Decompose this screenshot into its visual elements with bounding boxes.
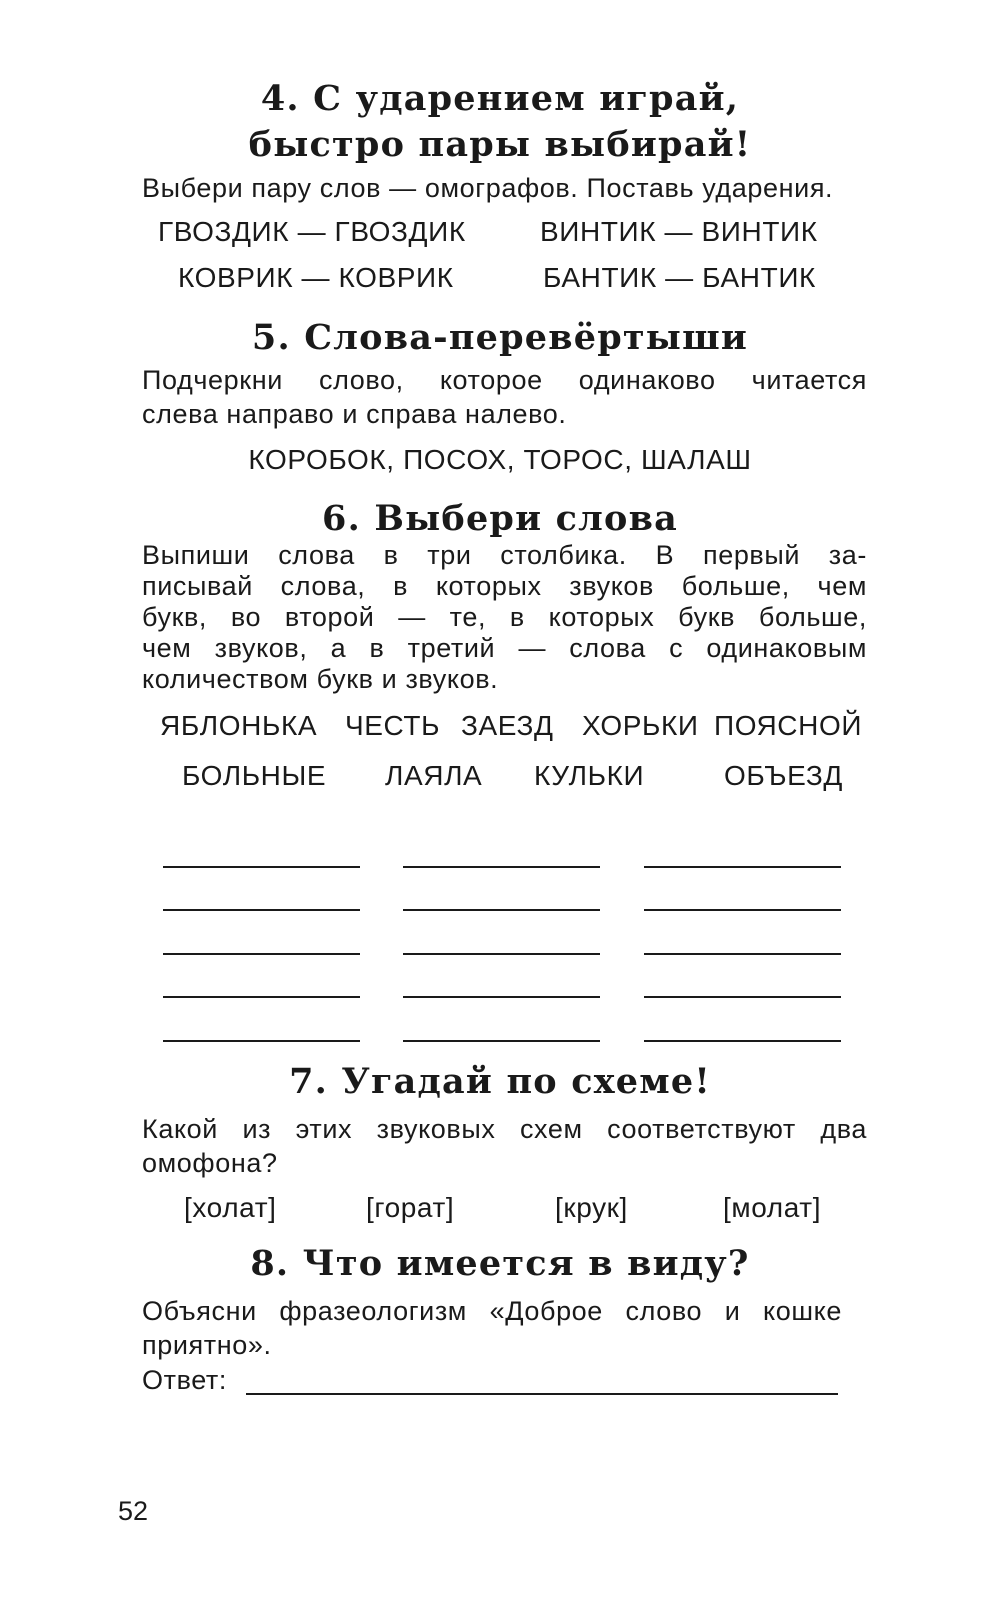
task4-pair: ГВОЗДИК — ГВОЗДИК bbox=[158, 216, 466, 247]
page-number: 52 bbox=[118, 1496, 149, 1526]
task6-word: БОЛЬНЫЕ bbox=[182, 760, 327, 791]
task4-pair: КОВРИК — КОВРИК bbox=[178, 262, 454, 293]
task6-word: ЯБЛОНЬКА bbox=[160, 710, 318, 741]
task8-title: 8. Что имеется в виду? bbox=[250, 1243, 750, 1284]
task6-instruction-line5: количеством букв и звуков. bbox=[142, 664, 499, 694]
answer-line[interactable] bbox=[163, 909, 360, 911]
task7-scheme: [молат] bbox=[723, 1192, 822, 1223]
task7-title: 7. Угадай по схеме! bbox=[289, 1061, 711, 1102]
task6-instruction-line2: писывай слова, в которых звуков больше, чем bbox=[142, 571, 867, 601]
task6-instruction-line3: букв, во второй — те, в которых букв больше, bbox=[142, 602, 867, 632]
task6-word: ЗАЕЗД bbox=[461, 710, 554, 741]
task4-pair: ВИНТИК — ВИНТИК bbox=[540, 216, 818, 247]
task6-word: КУЛЬКИ bbox=[534, 760, 645, 791]
answer-line[interactable] bbox=[403, 996, 600, 998]
task6-word: ЛАЯЛА bbox=[385, 760, 483, 791]
task8-instruction-line2: приятно». bbox=[142, 1330, 272, 1360]
task7-scheme: [холат] bbox=[184, 1192, 277, 1223]
answer-line[interactable] bbox=[163, 953, 360, 955]
answer-line[interactable] bbox=[644, 909, 841, 911]
task4-instruction: Выбери пару слов — омографов. Поставь ударения. bbox=[142, 173, 834, 203]
answer-line[interactable] bbox=[163, 1040, 360, 1042]
task8-answer-label: Ответ: bbox=[142, 1365, 227, 1395]
task4-title-line1: 4. С ударением играй, bbox=[260, 78, 740, 119]
answer-line[interactable] bbox=[163, 866, 360, 868]
answer-line[interactable] bbox=[644, 953, 841, 955]
task6-title: 6. Выбери слова bbox=[322, 498, 678, 539]
task4-pair: БАНТИК — БАНТИК bbox=[543, 262, 816, 293]
answer-line[interactable] bbox=[403, 909, 600, 911]
task6-word: ЧЕСТЬ bbox=[345, 710, 441, 741]
answer-line[interactable] bbox=[403, 953, 600, 955]
task7-scheme: [крук] bbox=[555, 1192, 628, 1223]
task8-answer-line[interactable] bbox=[246, 1393, 838, 1395]
task7-scheme: [горат] bbox=[366, 1192, 455, 1223]
task4-title-line2: быстро пары выбирай! bbox=[248, 124, 752, 165]
task7-instruction-line2: омофона? bbox=[142, 1148, 278, 1178]
answer-line[interactable] bbox=[163, 996, 360, 998]
task6-instruction-line1: Выпиши слова в три столбика. В первый за- bbox=[142, 540, 867, 570]
task5-instruction-line1: Подчеркни слово, которое одинаково читается bbox=[142, 365, 867, 395]
task7-instruction-line1: Какой из этих звуковых схем соответствуют два bbox=[142, 1114, 867, 1144]
task6-word: ПОЯСНОЙ bbox=[714, 710, 863, 741]
task6-word: ОБЪЕЗД bbox=[724, 760, 843, 791]
answer-line[interactable] bbox=[403, 866, 600, 868]
answer-line[interactable] bbox=[403, 1040, 600, 1042]
task8-instruction-line1: Объясни фразеологизм «Доброе слово и кошке bbox=[142, 1296, 842, 1326]
task5-instruction-line2: слева направо и справа налево. bbox=[142, 399, 567, 429]
answer-line[interactable] bbox=[644, 866, 841, 868]
task5-title: 5. Слова-перевёртыши bbox=[251, 317, 749, 358]
task5-words: КОРОБОК, ПОСОХ, ТОРОС, ШАЛАШ bbox=[248, 444, 752, 475]
answer-line[interactable] bbox=[644, 996, 841, 998]
answer-line[interactable] bbox=[644, 1040, 841, 1042]
task6-word: ХОРЬКИ bbox=[582, 710, 699, 741]
task6-instruction-line4: чем звуков, а в третий — слова с одинаковым bbox=[142, 633, 867, 663]
